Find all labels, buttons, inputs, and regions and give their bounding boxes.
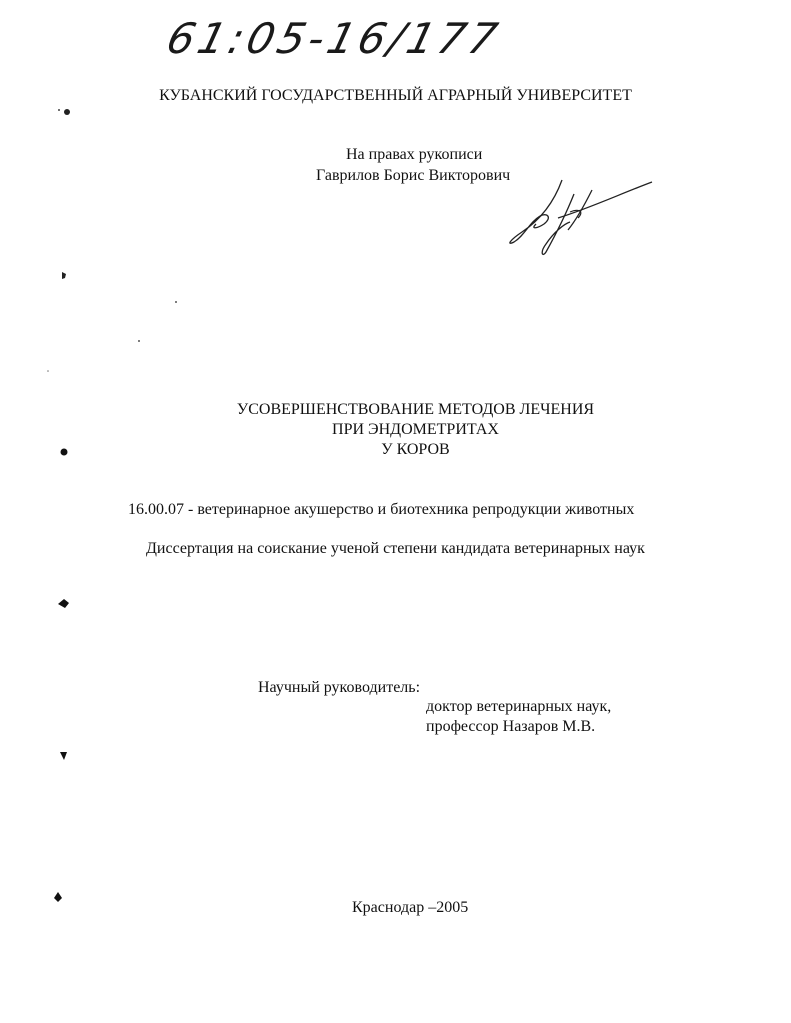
- university-name: КУБАНСКИЙ ГОСУДАРСТВЕННЫЙ АГРАРНЫЙ УНИВЕРСИТЕТ: [159, 87, 632, 104]
- place-year: Краснодар –2005: [352, 899, 469, 916]
- supervisor-degree: доктор ветеринарных наук,: [426, 698, 612, 715]
- thesis-title-line-2: ПРИ ЭНДОМЕТРИТАХ: [332, 421, 499, 438]
- handwritten-archive-code: 61:05-16/177: [161, 14, 507, 63]
- dissertation-type: Диссертация на соискание ученой степени кандидата ветеринарных наук: [146, 540, 645, 557]
- supervisor-name: профессор Назаров М.В.: [426, 718, 596, 735]
- author-signature: [500, 172, 660, 262]
- thesis-title-line-1: УСОВЕРШЕНСТВОВАНИЕ МЕТОДОВ ЛЕЧЕНИЯ: [236, 401, 595, 418]
- supervisor-label: Научный руководитель:: [258, 679, 421, 696]
- thesis-title-line-3: У КОРОВ: [381, 441, 450, 458]
- specialty-code: 16.00.07 - ветеринарное акушерство и биотехника репродукции животных: [128, 501, 635, 518]
- manuscript-rights-note: На правах рукописи: [346, 146, 483, 163]
- author-name: Гаврилов Борис Викторович: [316, 167, 511, 184]
